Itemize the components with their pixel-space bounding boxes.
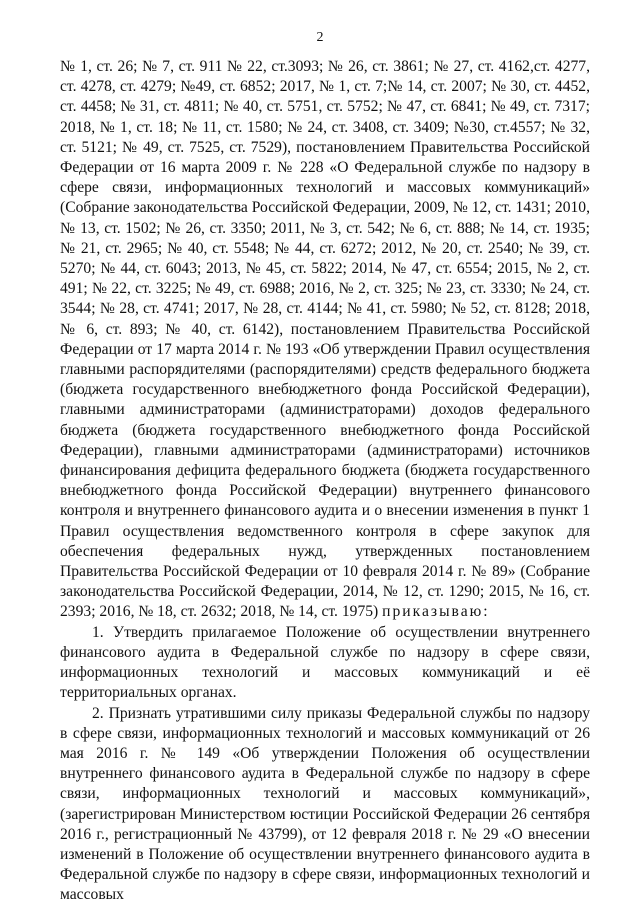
intro-text: № 1, ст. 26; № 7, ст. 911 № 22, ст.3093; № 26, ст. 3861; № 27, ст. 4162,ст. 4277, ст. 4278, ст. 4279; №49, ст. 6852; 2017, № 1, ст. 7;№ 14, ст. 2007; № 30, ст. 4452, ст. 4458; № 31, ст. 4811; № 40, ст. 5751, ст. 5752; № 47, ст. 6841; № 49, ст. 7317; 2018, № 1, ст. 18; № 11, ст. 1580; № 24, ст. 3408, ст. 3409; №30, ст.4557; № 32, ст. 5121; № 49, ст. 7525, ст. 7529), постановлением Правительства Российской Федерации от 16 марта 2009 г. № 228 «О Федеральной службе по надзору в сфере связи, информационных технологий и массовых коммуникаций» (Собрание законодательства Российской Федерации, 2009, № 12, ст. 1431; 2010, № 13, ст. 1502; № 26, ст. 3350; 2011, № 3, ст. 542; № 6, ст. 888; № 14, ст. 1935; № 21, ст. 2965; № 40, ст. 5548; № 44, ст. 6272; 2012, № 20, ст. 2540; № 39, ст. 5270; № 44, ст. 6043; 2013, № 45, ст. 5822; 2014, № 47, ст. 6554; 2015, № 2, ст. 491; № 22, ст. 3225; № 49, ст. 6988; 2016, № 2, ст. 325; № 23, ст. 3330; № 24, ст. 3544; № 28, ст. 4741; 2017, № 28, ст. 4144; № 41, ст. 5980; № 52, ст. 8128; 2018, № 6, ст. 893; № 40, ст. 6142), постановлением Правительства Российской Федерации от 17 марта 2014 г. № 193 «Об утверждении Правил осуществления главными распорядителями (распорядителями) средств федерального бюджета (бюджета государственного внебюджетного фонда Российской Федерации), главными администраторами (администраторами) доходов федерального бюджета (бюджета государственного внебюджетного фонда Российской Федерации), главными администраторами (администраторами) источников финансирования дефицита федерального бюджета (бюджета государственного внебюджетного фонда Российской Федерации) внутреннего финансового контроля и внутреннего финансового аудита и о внесении изменения в пункт 1 Правил осуществления ведомственного контроля в сфере закупок для обеспечения федеральных нужд, утвержденных постановлением Правительства Российской Федерации от 10 февраля 2014 г. № 89» (Собрание законодательства Российской Федерации, 2014, № 12, ст. 1290; 2015, № 16, ст. 2393; 2016, № 18, ст. 2632; 2018, № 14, ст. 1975)	[60, 58, 590, 621]
item-2-paragraph: 2. Признать утратившими силу приказы Федеральной службы по надзору в сфере связи, информационных технологий и массовых коммуникаций от 26 мая 2016 г. № 149 «Об утверждении Положения об осуществлении внутреннего финансового аудита в Федеральной службе по надзору в сфере связи, информационных технологий и массовых коммуникаций», (зарегистрирован Министерством юстиции Российской Федерации 26 сентября 2016 г., регистрационный № 43799), от 12 февраля 2018 г. № 29 «О внесении изменений в Положение об осуществлении внутреннего финансового аудита в Федеральной службе по надзору в сфере связи, информационных технологий и массовых	[60, 704, 590, 904]
item-1-paragraph: 1. Утвердить прилагаемое Положение об осуществлении внутреннего финансового аудита в Федеральной службе по надзору в сфере связи, информационных технологий и массовых коммуникаций и её территориальных органах.	[60, 623, 590, 702]
order-word: приказываю:	[382, 603, 490, 621]
document-body	[60, 57, 590, 906]
intro-paragraph	[60, 57, 590, 623]
page-number: 2	[316, 30, 324, 45]
